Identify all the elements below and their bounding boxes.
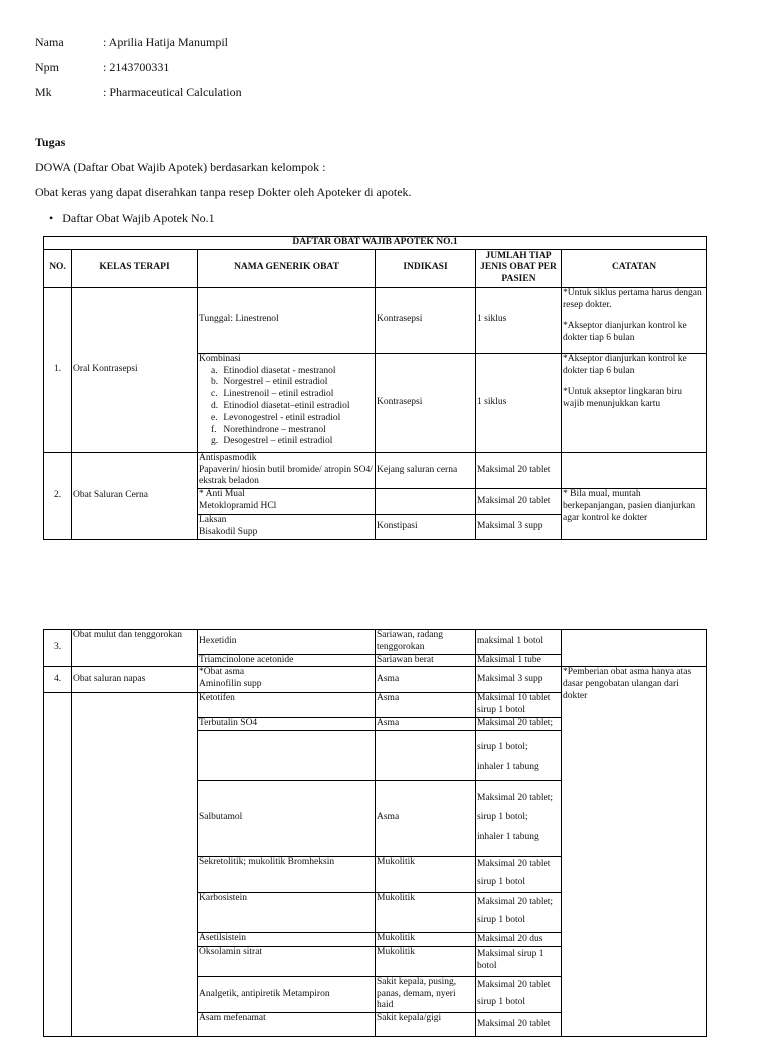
kombinasi-item-text: Norgestrel – etinil estradiol <box>221 377 328 388</box>
cell-indikasi: Kontrasepsi <box>376 287 476 353</box>
cell-indikasi: Sakit kepala/gigi <box>376 1013 476 1037</box>
cell-indikasi: Mukolitik <box>376 856 476 892</box>
kombinasi-item-marker: d. <box>211 400 219 411</box>
cell-nama: Oksolamin sitrat <box>198 946 376 976</box>
cell-indikasi: Asma <box>376 667 476 693</box>
catatan-a: *Untuk siklus pertama harus dengan resep dokter. <box>563 287 702 310</box>
cell-indikasi: Konstipasi <box>376 515 476 540</box>
cell-indikasi: Sariawan berat <box>376 654 476 667</box>
cell-nama <box>198 452 376 488</box>
cell-kelas: Obat mulut dan tenggorokan <box>72 630 198 667</box>
kombinasi-item-marker: e. <box>211 412 218 423</box>
table-row <box>44 667 707 693</box>
bullet-item <box>49 211 215 226</box>
nama-a: Antispasmodik <box>199 452 257 463</box>
cell-jumlah: Maksimal 3 supp <box>476 515 562 540</box>
dowa-table-1 <box>43 236 707 540</box>
cell-catatan <box>562 287 707 353</box>
cell-nama-empty <box>198 730 376 780</box>
cell-nama <box>198 515 376 540</box>
bullet-text: Daftar Obat Wajib Apotek No.1 <box>62 211 215 225</box>
dowa-text: DOWA (Daftar Obat Wajib Apotek) berdasarkan kelompok : <box>35 160 326 174</box>
cell-catatan <box>562 353 707 452</box>
cell-jumlah: 1 siklus <box>476 353 562 452</box>
nama-b: Bisakodil Supp <box>199 526 258 537</box>
cell-catatan <box>562 452 707 488</box>
header-kelas: KELAS TERAPI <box>72 249 198 287</box>
cell-nama: Salbutamol <box>198 780 376 856</box>
kombinasi-item-text: Etinodiol diasetat - mestranol <box>221 365 336 376</box>
kombinasi-item <box>211 377 374 389</box>
cell-no-empty <box>44 693 72 1037</box>
cell-no: 3. <box>44 630 72 667</box>
jumlah-a: Maksimal 20 tablet <box>477 979 551 990</box>
jumlah-a: Maksimal 20 tablet; <box>477 792 553 803</box>
catatan-b: *Akseptor dianjurkan kontrol ke dokter tiap 6 bulan <box>563 321 687 344</box>
kombinasi-item-text: Etinodiol diasetat–etinil estradiol <box>221 400 350 411</box>
cell-no: 2. <box>44 452 72 539</box>
header-catatan: CATATAN <box>562 249 707 287</box>
cell-jumlah <box>476 730 562 780</box>
jumlah-b: sirup 1 botol; <box>477 812 528 823</box>
jumlah-b: sirup 1 botol <box>477 997 526 1008</box>
jumlah-b: sirup 1 botol <box>477 915 526 926</box>
table-row <box>44 287 707 353</box>
catatan-b: *Untuk akseptor lingkaran biru wajib menunjukkan kartu <box>563 387 682 410</box>
nama-a: * Anti Mual <box>199 489 245 500</box>
cell-indikasi: Asma <box>376 693 476 718</box>
catatan-a: *Akseptor dianjurkan kontrol ke dokter tiap 6 bulan <box>563 353 687 376</box>
cell-jumlah: Maksimal 3 supp <box>476 667 562 693</box>
cell-indikasi: Sakit kepala, pusing, panas, demam, nyeri haid <box>376 976 476 1012</box>
kombinasi-item-marker: a. <box>211 365 218 376</box>
nama-b: Papaverin/ hiosin butil bromide/ atropin SO4/ ekstrak beladon <box>199 464 373 487</box>
tugas-heading: Tugas <box>35 135 66 149</box>
cell-kelas-empty <box>72 693 198 1037</box>
npm-value: : 2143700331 <box>103 60 170 74</box>
kombinasi-item-marker: c. <box>211 389 218 400</box>
cell-no: 4. <box>44 667 72 693</box>
table-row <box>44 630 707 655</box>
cell-kelas: Obat Saluran Cerna <box>72 452 198 539</box>
cell-nama: Asetilsistein <box>198 932 376 946</box>
cell-jumlah: 1 siklus <box>476 287 562 353</box>
kombinasi-item-marker: f. <box>211 424 217 435</box>
kombinasi-item-text: Desogestrel – etinil estradiol <box>221 436 333 447</box>
nama-value: : Aprilia Hatija Manumpil <box>103 35 228 49</box>
dowa-table-2 <box>43 629 707 1037</box>
cell-nama: Ketotifen <box>198 693 376 718</box>
nama-b: Aminofilin supp <box>199 679 262 690</box>
kombinasi-item <box>211 389 374 401</box>
cell-indikasi: Mukolitik <box>376 892 476 932</box>
cell-jumlah <box>476 892 562 932</box>
cell-nama: Asam mefenamat <box>198 1013 376 1037</box>
mk-label: Mk <box>35 85 52 99</box>
kombinasi-item <box>211 436 374 448</box>
cell-nama: Analgetik, antipiretik Metampiron <box>198 976 376 1012</box>
cell-indikasi: Kejang saluran cerna <box>376 452 476 488</box>
cell-nama: Tunggal: Linestrenol <box>198 287 376 353</box>
jumlah-c: inhaler 1 tabung <box>477 832 539 843</box>
cell-jumlah: Maksimal 20 dus <box>476 932 562 946</box>
cell-jumlah: Maksimal 20 tablet; <box>476 717 562 730</box>
kombinasi-item <box>211 425 374 437</box>
cell-nama: Hexetidin <box>198 630 376 655</box>
cell-jumlah: Maksimal 20 tablet <box>476 489 562 515</box>
cell-jumlah: maksimal 1 botol <box>476 630 562 655</box>
kombinasi-item-marker: g. <box>211 436 219 447</box>
cell-jumlah: Maksimal 1 tube <box>476 654 562 667</box>
cell-jumlah: Maksimal 10 tablet sirup 1 botol <box>476 693 562 718</box>
cell-jumlah <box>476 976 562 1012</box>
cell-indikasi: Kontrasepsi <box>376 353 476 452</box>
cell-catatan: *Pemberian obat asma hanya atas dasar pengobatan ulangan dari dokter <box>562 667 707 1037</box>
nama-a: *Obat asma <box>199 667 245 678</box>
mk-value: : Pharmaceutical Calculation <box>103 85 242 99</box>
header-no: NO. <box>44 249 72 287</box>
kombinasi-item <box>211 366 374 378</box>
cell-jumlah: Maksimal sirup 1 botol <box>476 946 562 976</box>
info-npm <box>35 60 169 74</box>
kombinasi-item-text: Levonogestrel - etinil estradiol <box>221 412 341 423</box>
kombinasi-item <box>211 413 374 425</box>
nama-b: Metoklopramid HCl <box>199 500 277 511</box>
cell-indikasi: Asma <box>376 717 476 730</box>
kombinasi-item-text: Norethindrone – mestranol <box>221 424 326 435</box>
cell-kelas: Oral Kontrasepsi <box>72 287 198 452</box>
cell-indikasi: Mukolitik <box>376 946 476 976</box>
table-title: DAFTAR OBAT WAJIB APOTEK NO.1 <box>44 237 707 250</box>
kombinasi-item-text: Linestrenoil – etinil estradiol <box>221 389 334 400</box>
npm-label: Npm <box>35 60 59 74</box>
jumlah-a: sirup 1 botol; <box>477 741 528 752</box>
cell-catatan: * Bila mual, muntah berkepanjangan, pasien dianjurkan agar kontrol ke dokter <box>562 489 707 540</box>
cell-catatan <box>562 630 707 667</box>
header-nama: NAMA GENERIK OBAT <box>198 249 376 287</box>
cell-jumlah <box>476 856 562 892</box>
desc-text: Obat keras yang dapat diserahkan tanpa resep Dokter oleh Apoteker di apotek. <box>35 185 412 199</box>
cell-jumlah <box>476 780 562 856</box>
cell-nama: Triamcinolone acetonide <box>198 654 376 667</box>
cell-indikasi: Mukolitik <box>376 932 476 946</box>
cell-indikasi-empty <box>376 730 476 780</box>
info-mk <box>35 85 242 99</box>
kombinasi-item-marker: b. <box>211 377 219 388</box>
nama-label: Nama <box>35 35 64 49</box>
cell-kelas: Obat saluran napas <box>72 667 198 693</box>
bullet-dot: • <box>49 211 54 225</box>
cell-no: 1. <box>44 287 72 452</box>
kombinasi-head: Kombinasi <box>199 353 241 364</box>
cell-jumlah: Maksimal 20 tablet <box>476 452 562 488</box>
kombinasi-item <box>211 401 374 413</box>
nama-a: Laksan <box>199 515 227 526</box>
header-indikasi: INDIKASI <box>376 249 476 287</box>
cell-indikasi: Asma <box>376 780 476 856</box>
cell-nama <box>198 667 376 693</box>
cell-nama <box>198 489 376 515</box>
cell-indikasi: Sariawan, radang tenggorokan <box>376 630 476 655</box>
cell-nama: Terbutalin SO4 <box>198 717 376 730</box>
jumlah-b: inhaler 1 tabung <box>477 761 539 772</box>
jumlah-a: Maksimal 20 tablet <box>477 859 551 870</box>
cell-nama-kombinasi <box>198 353 376 452</box>
header-jumlah: JUMLAH TIAP JENIS OBAT PER PASIEN <box>476 249 562 287</box>
cell-indikasi <box>376 489 476 515</box>
jumlah-b: sirup 1 botol <box>477 877 526 888</box>
table-row <box>44 452 707 488</box>
info-nama <box>35 35 228 49</box>
kombinasi-list <box>199 366 374 449</box>
cell-jumlah: Maksimal 20 tablet <box>476 1013 562 1037</box>
cell-nama: Karbosistein <box>198 892 376 932</box>
cell-nama: Sekretolitik; mukolitik Bromheksin <box>198 856 376 892</box>
jumlah-a: Maksimal 20 tablet; <box>477 897 553 908</box>
